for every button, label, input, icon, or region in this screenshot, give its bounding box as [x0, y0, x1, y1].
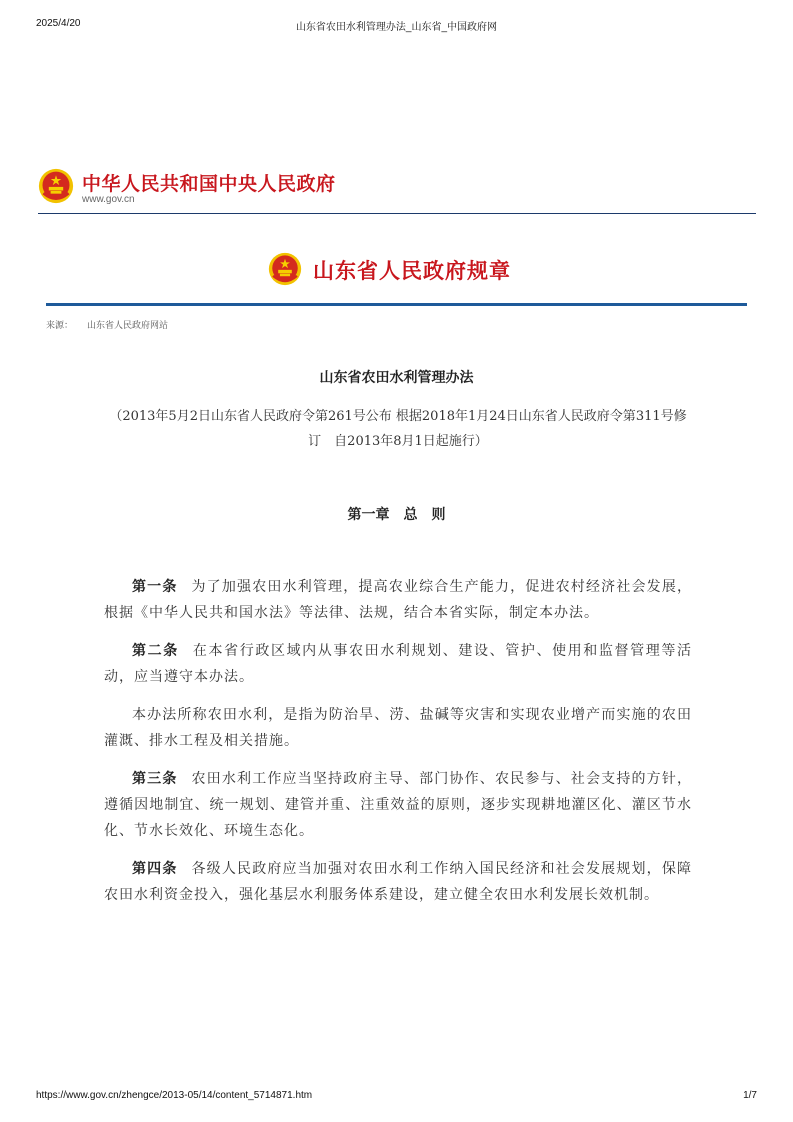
print-header	[36, 18, 757, 32]
province-header-divider	[46, 303, 747, 306]
gov-site-name[interactable]: 中华人民共和国中央人民政府	[82, 173, 336, 195]
province-regulation-title: 山东省人民政府规章	[313, 259, 511, 283]
article-paragraph	[104, 856, 692, 908]
print-page-title: 山东省农田水利管理办法_山东省_中国政府网	[295, 22, 498, 33]
print-date: 2025/4/20	[36, 18, 81, 29]
article-number: 第三条	[132, 771, 178, 787]
source-label: 来源：	[46, 321, 74, 331]
article-paragraph	[104, 766, 692, 844]
print-footer	[36, 1090, 757, 1104]
source-name: 山东省人民政府网站	[87, 321, 169, 331]
national-emblem-icon	[268, 252, 302, 286]
document-title: 山东省农田水利管理办法	[319, 370, 474, 386]
gov-header-divider	[38, 213, 756, 214]
article-text: 为了加强农田水利管理，提高农业综合生产能力，促进农村经济社会发展，根据《中华人民共和国水法》等法律、法规，结合本省实际，制定本办法。	[104, 579, 692, 621]
article-number: 第一条	[132, 579, 178, 595]
article-list	[104, 574, 692, 920]
article-text: 本办法所称农田水利，是指为防治旱、涝、盐碱等灾害和实现农业增产而实施的农田灌溉、排水工程及相关措施。	[104, 707, 692, 749]
article-text: 各级人民政府应当加强对农田水利工作纳入国民经济和社会发展规划，保障农田水利资金投入，强化基层水利服务体系建设，建立健全农田水利发展长效机制。	[104, 861, 692, 903]
province-header	[0, 252, 793, 292]
article-text: 农田水利工作应当坚持政府主导、部门协作、农民参与、社会支持的方针，遵循因地制宜、统一规划、建管并重、注重效益的原则，逐步实现耕地灌区化、灌区节水化、节水长效化、环境生态化。	[104, 771, 692, 839]
source-line	[46, 318, 168, 331]
article-text: 在本省行政区域内从事农田水利规划、建设、管护、使用和监督管理等活动，应当遵守本办法。	[104, 643, 693, 685]
document-subtitle: （2013年5月2日山东省人民政府令第261号公布 根据2018年1月24日山东省人民政府令第311号修订 自2013年8月1日起施行）	[109, 409, 687, 449]
article-paragraph	[104, 702, 692, 754]
gov-header	[38, 166, 756, 216]
print-url: https://www.gov.cn/zhengce/2013-05/14/content_5714871.htm	[36, 1090, 313, 1101]
national-emblem-icon	[38, 168, 74, 204]
page-number: 1/7	[743, 1090, 757, 1101]
gov-site-url[interactable]: www.gov.cn	[82, 194, 135, 205]
article-number: 第四条	[132, 861, 178, 877]
article-paragraph	[104, 574, 692, 626]
article-paragraph	[104, 638, 692, 690]
chapter-heading: 第一章 总 则	[347, 507, 446, 523]
article-number: 第二条	[132, 643, 179, 659]
